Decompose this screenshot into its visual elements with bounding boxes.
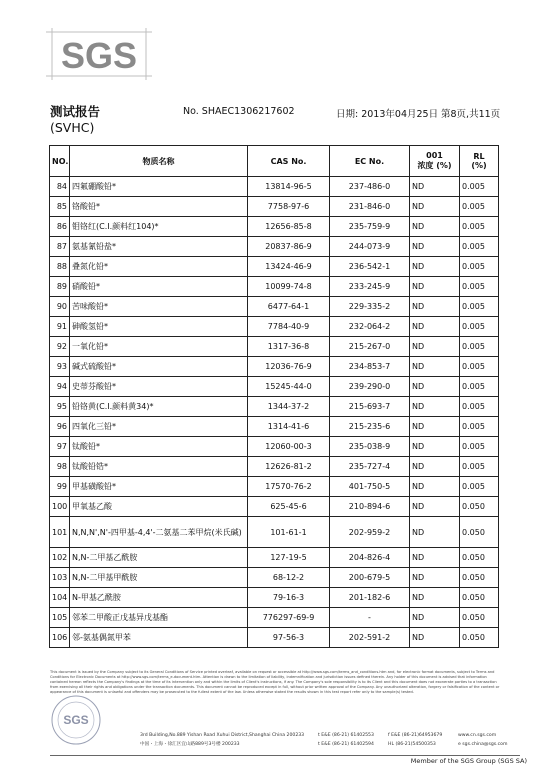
page-title: 测试报告	[50, 104, 101, 119]
report-date: 日期: 2013年04月25日	[336, 109, 439, 120]
row-no: 105	[50, 608, 70, 628]
phone-cn: t E&E (86-21) 61402594	[318, 742, 374, 747]
row-cas-no: 20837-86-9	[248, 237, 330, 257]
row-ec-no: 215-235-6	[330, 417, 410, 437]
row-ec-no: 235-727-4	[330, 457, 410, 477]
row-no: 95	[50, 397, 70, 417]
row-substance-name: 钛酸铅锆*	[70, 457, 248, 477]
row-rl: 0.050	[460, 628, 499, 648]
row-ec-no: 215-693-7	[330, 397, 410, 417]
row-rl: 0.050	[460, 517, 499, 548]
row-ec-no: 235-038-9	[330, 437, 410, 457]
row-no: 99	[50, 477, 70, 497]
row-result: ND	[410, 397, 460, 417]
table-row	[50, 437, 499, 457]
row-ec-no: 202-591-2	[330, 628, 410, 648]
row-ec-no: 229-335-2	[330, 297, 410, 317]
row-rl: 0.050	[460, 497, 499, 517]
row-no: 87	[50, 237, 70, 257]
row-rl: 0.005	[460, 237, 499, 257]
disclaimer-text: This document is issued by the Company subject to its General Conditions of Service printed overleaf, available on request or accessible at http://www.sgs.com/terms_and_conditions.htm and, for electronic format documents, subject to Terms and Conditions for Electronic Documents at http://www.sgs.com/terms_e-document.htm. Attention is drawn to the limitation of liability, indemnification and jurisdiction issues defined therein. Any holder of this document is advised that information contained hereon reflects the Company's findings at the time of its intervention only and within the limits of Client's instructions, if any. The Company's sole responsibility is to its Client and this document does not exonerate parties to a transaction from exercising all their rights and obligations under the transaction documents. This document cannot be reproduced except in full, without prior written approval of the Company. Any unauthorized alteration, forgery or falsification of the content or appearance of this document is unlawful and offenders may be prosecuted to the fullest extent of the law. Unless otherwise stated the results shown in this test report refer only to the sample(s) tested.	[50, 670, 500, 694]
row-no: 100	[50, 497, 70, 517]
row-ec-no: -	[330, 608, 410, 628]
row-result: ND	[410, 257, 460, 277]
row-substance-name: 铅铬黄(C.I.颜料黄34)*	[70, 397, 248, 417]
row-rl: 0.050	[460, 548, 499, 568]
row-ec-no: 202-959-2	[330, 517, 410, 548]
table-row	[50, 217, 499, 237]
table-row	[50, 628, 499, 648]
footer-address	[140, 730, 520, 752]
row-result: ND	[410, 217, 460, 237]
row-cas-no: 68-12-2	[248, 568, 330, 588]
row-no: 86	[50, 217, 70, 237]
row-cas-no: 12626-81-2	[248, 457, 330, 477]
row-ec-no: 232-064-2	[330, 317, 410, 337]
row-result: ND	[410, 457, 460, 477]
row-rl: 0.005	[460, 437, 499, 457]
row-result: ND	[410, 417, 460, 437]
phone-en: t E&E (86-21) 61402553	[318, 733, 374, 738]
row-cas-no: 6477-64-1	[248, 297, 330, 317]
row-substance-name: N,N-二甲基乙酰胺	[70, 548, 248, 568]
row-result: ND	[410, 477, 460, 497]
row-result: ND	[410, 237, 460, 257]
header-rl-line1: RL	[473, 152, 485, 161]
row-cas-no: 10099-74-8	[248, 277, 330, 297]
table-row	[50, 197, 499, 217]
table-row	[50, 317, 499, 337]
row-result: ND	[410, 357, 460, 377]
table-row	[50, 377, 499, 397]
row-substance-name: 铬酸铅*	[70, 197, 248, 217]
table-row	[50, 548, 499, 568]
row-substance-name: 史蒂芬酸铅*	[70, 377, 248, 397]
row-cas-no: 1314-41-6	[248, 417, 330, 437]
row-cas-no: 127-19-5	[248, 548, 330, 568]
row-no: 88	[50, 257, 70, 277]
table-body	[50, 177, 499, 648]
row-substance-name: 碱式硫酸铅*	[70, 357, 248, 377]
row-no: 93	[50, 357, 70, 377]
website: www.cn.sgs.com	[458, 733, 497, 738]
row-no: 98	[50, 457, 70, 477]
row-result: ND	[410, 377, 460, 397]
row-rl: 0.050	[460, 588, 499, 608]
row-ec-no: 236-542-1	[330, 257, 410, 277]
table-row	[50, 357, 499, 377]
row-no: 103	[50, 568, 70, 588]
row-substance-name: 甲氧基乙酸	[70, 497, 248, 517]
row-cas-no: 13424-46-9	[248, 257, 330, 277]
row-result: ND	[410, 277, 460, 297]
row-rl: 0.005	[460, 257, 499, 277]
logo-text: SGS	[60, 35, 138, 76]
row-rl: 0.005	[460, 197, 499, 217]
table-row	[50, 337, 499, 357]
row-no: 90	[50, 297, 70, 317]
header-name: 物质名称	[70, 146, 248, 177]
row-rl: 0.005	[460, 417, 499, 437]
page-number: 第8页,共11页	[441, 109, 501, 120]
table-row	[50, 417, 499, 437]
row-substance-name: 硝酸铅*	[70, 277, 248, 297]
row-cas-no: 15245-44-0	[248, 377, 330, 397]
row-no: 89	[50, 277, 70, 297]
row-no: 102	[50, 548, 70, 568]
address-en: 3rd Building,No.889 Yishan Road Xuhui District,Shanghai China 200233	[140, 733, 305, 738]
table-row	[50, 457, 499, 477]
row-no: 97	[50, 437, 70, 457]
row-cas-no: 776297-69-9	[248, 608, 330, 628]
row-cas-no: 97-56-3	[248, 628, 330, 648]
row-result: ND	[410, 517, 460, 548]
row-rl: 0.005	[460, 177, 499, 197]
row-result: ND	[410, 317, 460, 337]
header-ec: EC No.	[330, 146, 410, 177]
row-rl: 0.005	[460, 457, 499, 477]
row-substance-name: N,N-二甲基甲酰胺	[70, 568, 248, 588]
page-subtitle: (SVHC)	[50, 120, 95, 135]
row-rl: 0.005	[460, 477, 499, 497]
row-ec-no: 244-073-9	[330, 237, 410, 257]
row-cas-no: 1344-37-2	[248, 397, 330, 417]
row-result: ND	[410, 197, 460, 217]
row-no: 104	[50, 588, 70, 608]
row-result: ND	[410, 568, 460, 588]
row-ec-no: 201-182-6	[330, 588, 410, 608]
row-substance-name: 邻苯二甲酸正戊基异戊基酯	[70, 608, 248, 628]
row-no: 85	[50, 197, 70, 217]
row-cas-no: 625-45-6	[248, 497, 330, 517]
email: e sgs.china@sgs.com	[458, 742, 508, 747]
row-no: 91	[50, 317, 70, 337]
header-rl-line2: (%)	[471, 161, 487, 170]
row-ec-no: 204-826-4	[330, 548, 410, 568]
row-rl: 0.005	[460, 377, 499, 397]
row-rl: 0.005	[460, 317, 499, 337]
row-substance-name: 苦味酸铅*	[70, 297, 248, 317]
row-cas-no: 12656-85-8	[248, 217, 330, 237]
row-cas-no: 7758-97-6	[248, 197, 330, 217]
row-cas-no: 12060-00-3	[248, 437, 330, 457]
row-substance-name: N-甲基乙酰胺	[70, 588, 248, 608]
fax-en: f E&E (86-21)64953679	[388, 733, 443, 738]
row-substance-name: N,N,N',N'-四甲基-4,4'-二氨基二苯甲烷(米氏碱)	[70, 517, 248, 548]
address-cn: 中国・上海・徐汇区宜山路889号3号楼 200233	[140, 742, 240, 747]
table-row	[50, 517, 499, 548]
row-ec-no: 210-894-6	[330, 497, 410, 517]
header-001-line2: 浓度 (%)	[417, 161, 452, 170]
report-number: No. SHAEC1306217602	[183, 106, 295, 117]
row-substance-name: 甲基磺酸铅*	[70, 477, 248, 497]
row-no: 94	[50, 377, 70, 397]
row-cas-no: 7784-40-9	[248, 317, 330, 337]
row-substance-name: 砷酸氢铅*	[70, 317, 248, 337]
svhc-table	[49, 145, 499, 648]
header-rl	[460, 146, 499, 177]
table-row	[50, 397, 499, 417]
row-ec-no: 237-486-0	[330, 177, 410, 197]
row-cas-no: 12036-76-9	[248, 357, 330, 377]
row-no: 92	[50, 337, 70, 357]
member-text: Member of the SGS Group (SGS SA)	[410, 757, 527, 765]
table-row	[50, 497, 499, 517]
row-ec-no: 231-846-0	[330, 197, 410, 217]
row-ec-no: 239-290-0	[330, 377, 410, 397]
row-substance-name: 四氧化三铅*	[70, 417, 248, 437]
row-cas-no: 13814-96-5	[248, 177, 330, 197]
row-result: ND	[410, 588, 460, 608]
row-rl: 0.005	[460, 217, 499, 237]
row-ec-no: 200-679-5	[330, 568, 410, 588]
row-cas-no: 101-61-1	[248, 517, 330, 548]
table-header-row	[50, 146, 499, 177]
row-rl: 0.005	[460, 277, 499, 297]
table-row	[50, 257, 499, 277]
row-result: ND	[410, 437, 460, 457]
row-ec-no: 401-750-5	[330, 477, 410, 497]
table-row	[50, 177, 499, 197]
table-row	[50, 297, 499, 317]
row-rl: 0.005	[460, 337, 499, 357]
table-row	[50, 277, 499, 297]
row-ec-no: 215-267-0	[330, 337, 410, 357]
fax-cn: HL (86-21)54500353	[388, 742, 436, 747]
row-result: ND	[410, 628, 460, 648]
row-rl: 0.005	[460, 357, 499, 377]
footer-divider	[50, 755, 520, 756]
row-ec-no: 234-853-7	[330, 357, 410, 377]
row-substance-name: 氨基氰铅盐*	[70, 237, 248, 257]
sgs-stamp	[48, 690, 138, 750]
table-row	[50, 588, 499, 608]
row-result: ND	[410, 337, 460, 357]
row-substance-name: 钼铬红(C.I.颜料红104)*	[70, 217, 248, 237]
row-substance-name: 邻-氨基偶氮甲苯	[70, 628, 248, 648]
row-rl: 0.005	[460, 297, 499, 317]
row-cas-no: 79-16-3	[248, 588, 330, 608]
row-no: 84	[50, 177, 70, 197]
table-row	[50, 477, 499, 497]
row-result: ND	[410, 608, 460, 628]
row-no: 101	[50, 517, 70, 548]
svg-text:SGS: SGS	[63, 713, 89, 727]
row-rl: 0.050	[460, 608, 499, 628]
row-substance-name: 一氧化铅*	[70, 337, 248, 357]
sgs-logo	[46, 28, 152, 80]
row-result: ND	[410, 548, 460, 568]
row-ec-no: 233-245-9	[330, 277, 410, 297]
row-cas-no: 1317-36-8	[248, 337, 330, 357]
row-result: ND	[410, 297, 460, 317]
header-no: NO.	[50, 146, 70, 177]
row-rl: 0.005	[460, 397, 499, 417]
row-substance-name: 叠氮化铅*	[70, 257, 248, 277]
header-cas: CAS No.	[248, 146, 330, 177]
row-result: ND	[410, 177, 460, 197]
row-ec-no: 235-759-9	[330, 217, 410, 237]
row-no: 106	[50, 628, 70, 648]
table-row	[50, 237, 499, 257]
row-no: 96	[50, 417, 70, 437]
row-result: ND	[410, 497, 460, 517]
row-substance-name: 四氟硼酸铅*	[70, 177, 248, 197]
row-rl: 0.050	[460, 568, 499, 588]
table-row	[50, 608, 499, 628]
table-row	[50, 568, 499, 588]
header-001	[410, 146, 460, 177]
header-001-line1: 001	[426, 151, 443, 160]
row-substance-name: 钛酸铅*	[70, 437, 248, 457]
row-cas-no: 17570-76-2	[248, 477, 330, 497]
